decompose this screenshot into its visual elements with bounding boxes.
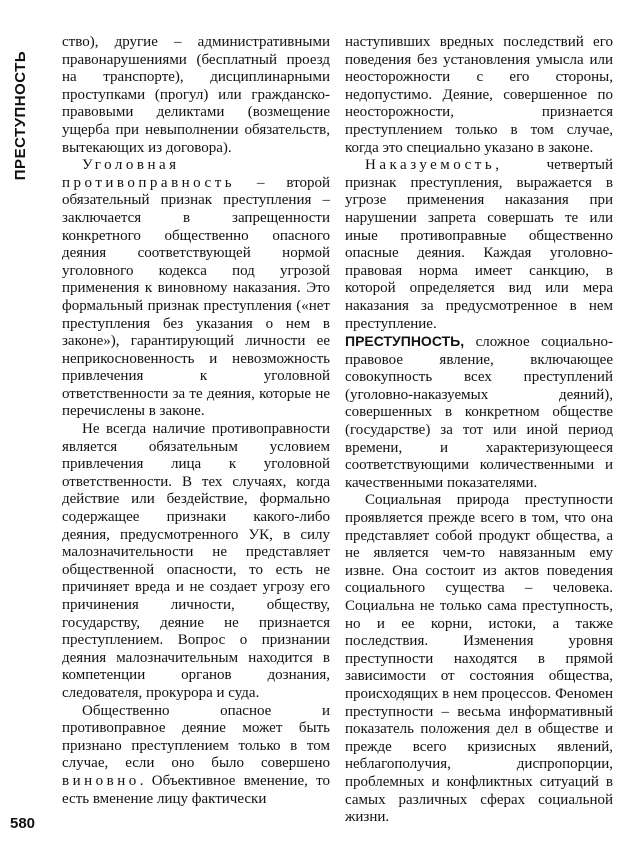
paragraph bbox=[345, 157, 613, 333]
paragraph-text: – второй обязательный признак преступления – заключается в запрещенности конкретного общественно опасного деяния соответствующей нормой уголовного кодекса под угрозой применения к виновному наказания. Это формальный признак преступления («нет преступления без указания о нем в законе»), гарантирующий личности ее неприкосновенность и невозможность привлечения к уголовной ответственности за те деяния, которые не перечислены в законе. bbox=[62, 174, 330, 420]
spaced-term: Наказуемость bbox=[365, 157, 496, 174]
running-header-label: ПРЕСТУПНОСТЬ bbox=[12, 50, 30, 180]
paragraph-text: , четвертый признак преступления, выражается в угрозе применения наказания при нарушении запрета совершать те или иные противоправные общественно опасные деяния. Каждая уголовно-правовая норма имеет санкцию, в которой определяется вид или мера наказания за предусмотренное в нем преступление. bbox=[345, 157, 613, 332]
paragraph bbox=[62, 703, 330, 809]
right-column bbox=[345, 34, 613, 839]
running-header bbox=[8, 40, 34, 190]
page-number: 580 bbox=[10, 815, 36, 832]
entry-text: сложное социально-правовое явление, включающее совокупность всех преступлений (уголовно-наказуемых деяний), совершенных в конкретном обществе (государстве) за тот или иной период времени, и характеризующееся соответствующими количественными и качественными показателями. bbox=[345, 334, 613, 491]
left-column bbox=[62, 34, 330, 839]
paragraph-text: Общественно опасное и противоправное деяние может быть признано преступлением только в том случае, если оно было совершено bbox=[62, 702, 330, 772]
spaced-term: Уголовная противоправность bbox=[62, 157, 236, 191]
paragraph: наступивших вредных последствий его поведения без установления умысла или неосторожности с его стороны, недопустимо. Деяние, совершенное по неосторожности, признается преступлением только в том случае, когда это специально указано в законе. bbox=[345, 34, 613, 156]
paragraph: Социальная природа преступности проявляется прежде всего в том, что она представляет собой продукт общества, а не является чем-то навязанным ему извне. Она состоит из актов поведения социального существа – человека. Социальна не только сама преступность, но и ее корни, истоки, а также последствия. Изменения уровня преступности находятся в прямой зависимости от состояния общества, происходящих в нем процессов. Феномен преступности – весьма информативный показатель положения дел в обществе и прежде всего кризисных явлений, неблагополучия, диспропорции, проблемных и конфликтных ситуаций в самых различных сферах социальной жизни. bbox=[345, 492, 613, 826]
paragraph: ство), другие – административными правонарушениями (бесплатный проезд на транспорте), дисциплинарными проступками (прогул) или гражданско-правовыми деликтами (возмещение ущерба при невыполнении обязательств, вытекающих из договора). bbox=[62, 34, 330, 156]
spaced-term: виновно bbox=[62, 772, 140, 789]
paragraph-text: . Объективное вменение, то есть вменение лицу фактически bbox=[62, 772, 330, 807]
paragraph bbox=[62, 157, 330, 421]
entry-headword: ПРЕСТУПНОСТЬ, bbox=[345, 333, 465, 350]
dictionary-entry bbox=[345, 333, 613, 492]
paragraph: Не всегда наличие противоправности является обязательным условием привлечения лица к уголовной ответственности. В тех случаях, когда действие или бездействие, формально содержащее признаки какого-либо деяния, предусмотренного УК, в силу малозначительности не представляет общественной опасности, то есть не причиняет вреда и не создает угрозу его причинения личности, обществу, государству, деяние не признается преступлением. Вопрос о признании деяния малозначительным находится в компетенции органов дознания, следователя, прокурора и суда. bbox=[62, 421, 330, 701]
